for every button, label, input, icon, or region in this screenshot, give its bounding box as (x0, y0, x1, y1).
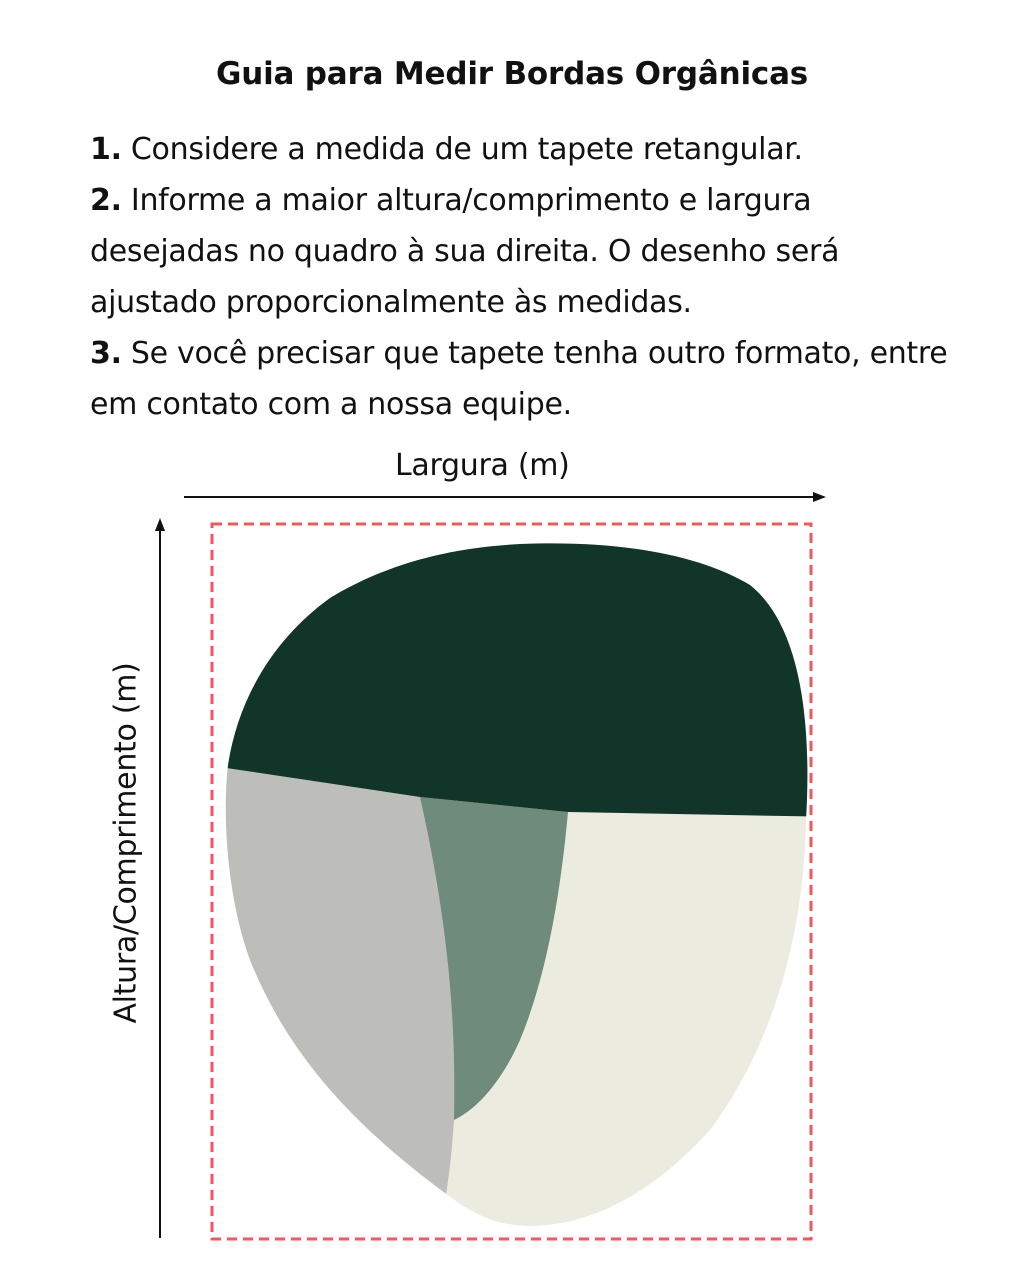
organic-rug (200, 520, 840, 1240)
step-number: 1. (90, 132, 122, 167)
width-axis-label: Largura (m) (395, 448, 570, 483)
step-text: Se você precisar que tapete tenha outro formato, entre em contato com a nossa equipe. (90, 336, 948, 422)
rug-gray-region (200, 764, 456, 1240)
step-text: Considere a medida de um tapete retangular. (121, 132, 803, 167)
height-axis-label: Altura/Comprimento (m) (108, 662, 144, 1024)
height-arrow-head (155, 518, 165, 531)
width-arrow-head (813, 492, 826, 502)
step-text: Informe a maior altura/comprimento e largura desejadas no quadro à sua direita. O desenho será ajustado proporcionalmente às medidas. (90, 183, 840, 320)
step-number: 3. (90, 336, 122, 371)
rug-dark-green-region (200, 520, 840, 817)
step-number: 2. (90, 183, 122, 218)
page-title: Guia para Medir Bordas Orgânicas (215, 56, 809, 92)
